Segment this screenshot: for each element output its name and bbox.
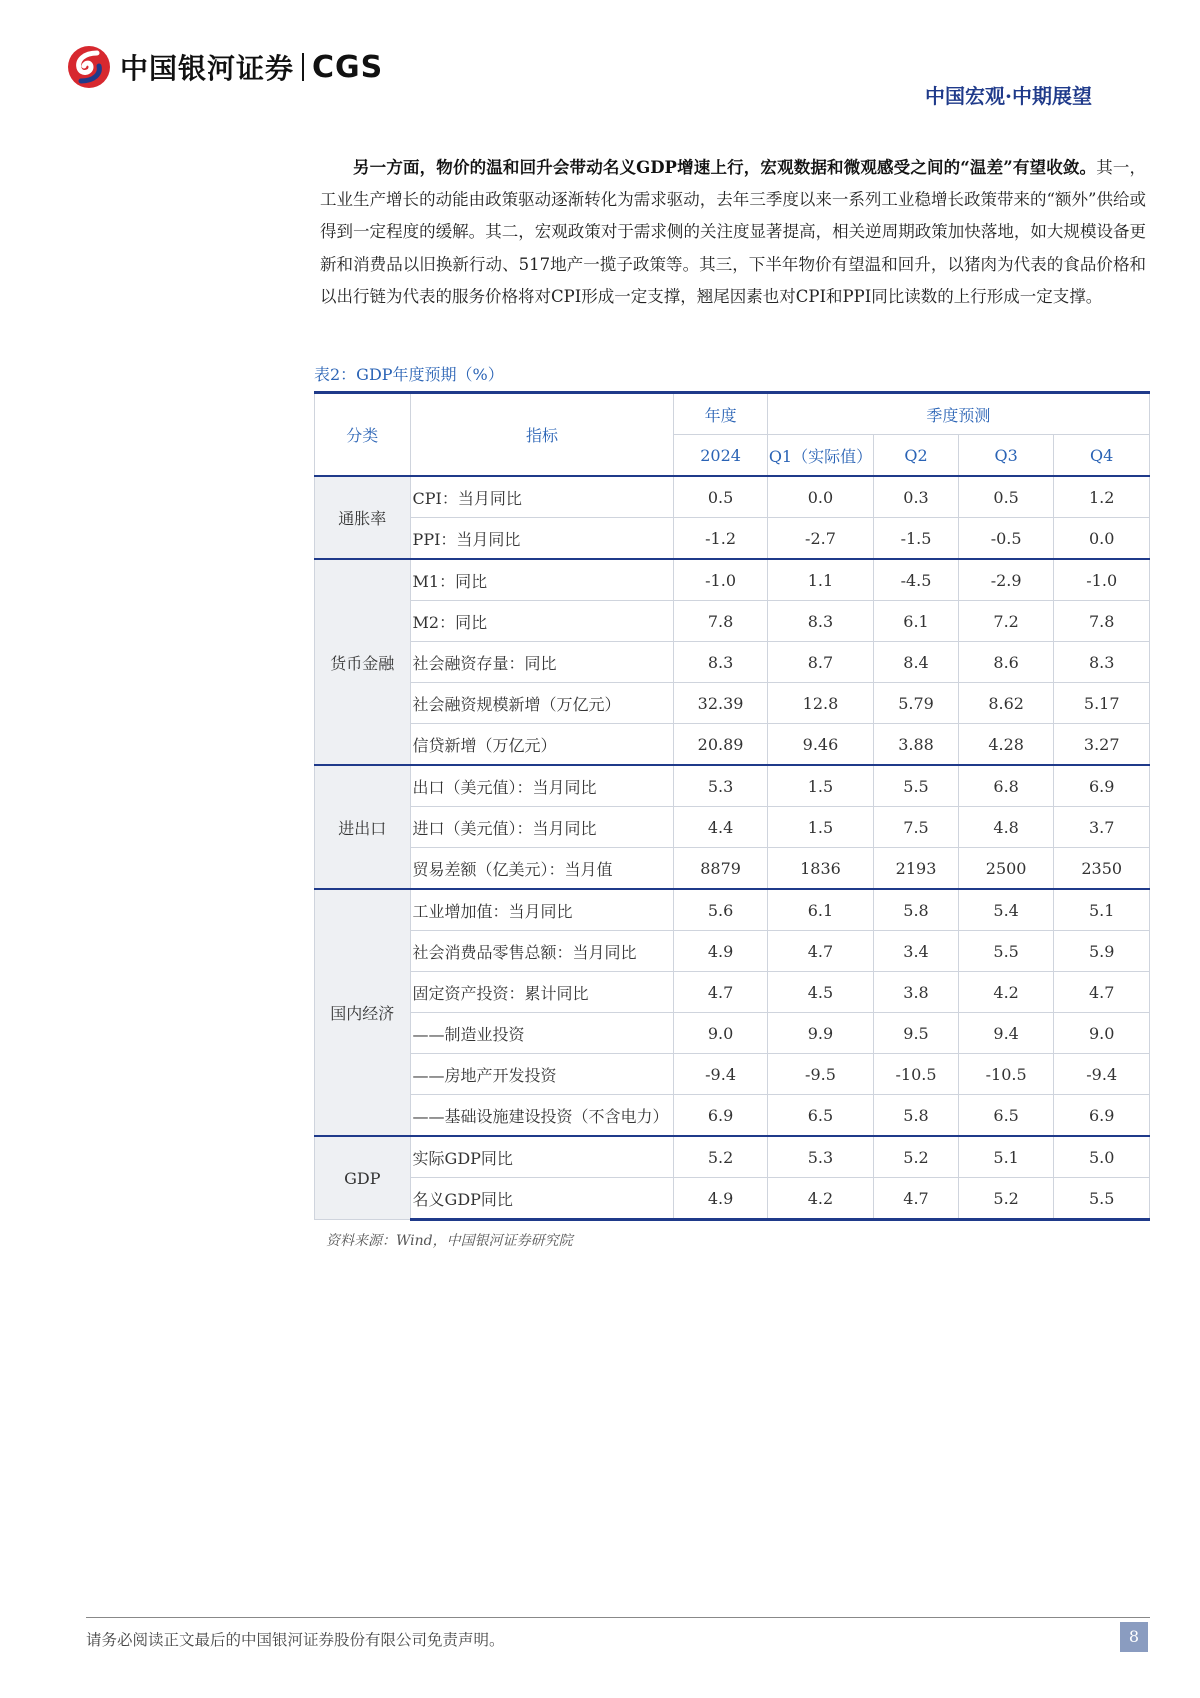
table-body [315,476,1150,1220]
footer-disclaimer: 请务必阅读正文最后的中国银河证券股份有限公司免责声明。 [86,1631,505,1649]
table-source: 资料来源：Wind，中国银河证券研究院 [326,1233,573,1249]
value-cell: 4.9 [674,1178,767,1220]
value-cell: 8.6 [958,642,1054,683]
metric-cell: 信贷新增（万亿元） [410,724,674,766]
value-cell: -2.9 [958,559,1054,601]
table-row [315,1136,1150,1178]
value-cell: -1.0 [674,559,767,601]
value-cell: 5.79 [874,683,959,724]
value-cell: 4.7 [1054,972,1150,1013]
value-cell: 4.8 [958,807,1054,848]
category-cell: 通胀率 [315,476,411,559]
table-row [315,683,1150,724]
value-cell: 8.4 [874,642,959,683]
table-row [315,931,1150,972]
value-cell: 6.9 [674,1095,767,1137]
value-cell: 6.9 [1054,765,1150,807]
logo-chinese-name: 中国银河证券 [120,52,295,85]
value-cell: 1.2 [1054,476,1150,518]
value-cell: 5.1 [958,1136,1054,1178]
category-cell: 进出口 [315,765,411,889]
value-cell: 5.3 [767,1136,873,1178]
value-cell: 5.2 [874,1136,959,1178]
value-cell: 9.4 [958,1013,1054,1054]
header-q4: Q4 [1054,435,1150,477]
table-row [315,848,1150,890]
value-cell: -1.2 [674,518,767,560]
value-cell: 7.2 [958,601,1054,642]
table-title: 表2：GDP年度预期（%） [314,365,504,384]
value-cell: 5.5 [1054,1178,1150,1220]
table-row [315,765,1150,807]
value-cell: 2193 [874,848,959,890]
metric-cell: ——制造业投资 [410,1013,674,1054]
value-cell: 7.5 [874,807,959,848]
table-row [315,889,1150,931]
value-cell: 5.9 [1054,931,1150,972]
table-row [315,518,1150,560]
value-cell: 6.5 [958,1095,1054,1137]
value-cell: 4.7 [674,972,767,1013]
table-row [315,1054,1150,1095]
metric-cell: 社会融资存量：同比 [410,642,674,683]
value-cell: 7.8 [1054,601,1150,642]
bold-lead: 另一方面，物价的温和回升会带动名义GDP增速上行，宏观数据和微观感受之间的“温差”有望收敛。 [353,158,1097,177]
value-cell: 6.1 [874,601,959,642]
value-cell: 6.9 [1054,1095,1150,1137]
metric-cell: 名义GDP同比 [410,1178,674,1220]
value-cell: 6.5 [767,1095,873,1137]
category-cell: GDP [315,1136,411,1220]
metric-cell: 工业增加值：当月同比 [410,889,674,931]
value-cell: 1.5 [767,765,873,807]
table-row [315,1013,1150,1054]
value-cell: 3.8 [874,972,959,1013]
metric-cell: 社会消费品零售总额：当月同比 [410,931,674,972]
table-row [315,807,1150,848]
value-cell: 9.9 [767,1013,873,1054]
value-cell: 0.5 [674,476,767,518]
value-cell: 5.2 [958,1178,1054,1220]
value-cell: 4.28 [958,724,1054,766]
value-cell: 2350 [1054,848,1150,890]
value-cell: 2500 [958,848,1054,890]
value-cell: 5.0 [1054,1136,1150,1178]
value-cell: 5.6 [674,889,767,931]
footer-divider [86,1617,1150,1618]
metric-cell: 贸易差额（亿美元）：当月值 [410,848,674,890]
metric-cell: 社会融资规模新增（万亿元） [410,683,674,724]
metric-cell: M2：同比 [410,601,674,642]
metric-cell: 实际GDP同比 [410,1136,674,1178]
table-row [315,559,1150,601]
value-cell: 8.3 [767,601,873,642]
brand-logo [66,42,383,92]
table-row [315,642,1150,683]
value-cell: 4.9 [674,931,767,972]
metric-cell: ——基础设施建设投资（不含电力） [410,1095,674,1137]
metric-cell: M1：同比 [410,559,674,601]
value-cell: 8.3 [674,642,767,683]
value-cell: 5.5 [874,765,959,807]
value-cell: 0.0 [1054,518,1150,560]
value-cell: -9.5 [767,1054,873,1095]
cgs-logo-icon [66,44,112,90]
table-row [315,601,1150,642]
gdp-forecast-table [314,391,1150,1221]
value-cell: 6.8 [958,765,1054,807]
value-cell: -2.7 [767,518,873,560]
value-cell: -9.4 [674,1054,767,1095]
value-cell: 1.5 [767,807,873,848]
header-q3: Q3 [958,435,1054,477]
page-number: 8 [1120,1622,1148,1652]
header-quarterly: 季度预测 [767,393,1149,435]
value-cell: 9.0 [674,1013,767,1054]
metric-cell: 出口（美元值）：当月同比 [410,765,674,807]
table-row [315,724,1150,766]
value-cell: 12.8 [767,683,873,724]
value-cell: 5.8 [874,889,959,931]
value-cell: -0.5 [958,518,1054,560]
category-cell: 国内经济 [315,889,411,1136]
logo-divider [302,53,304,81]
table-row [315,1178,1150,1220]
value-cell: -10.5 [958,1054,1054,1095]
value-cell: 6.1 [767,889,873,931]
value-cell: 5.4 [958,889,1054,931]
body-paragraph [320,152,1146,313]
value-cell: 3.88 [874,724,959,766]
logo-english-name: CGS [312,49,384,85]
metric-cell: 固定资产投资：累计同比 [410,972,674,1013]
table-row [315,1095,1150,1137]
value-cell: 8.62 [958,683,1054,724]
value-cell: 0.3 [874,476,959,518]
value-cell: 5.8 [874,1095,959,1137]
value-cell: 3.4 [874,931,959,972]
value-cell: -1.5 [874,518,959,560]
value-cell: 5.1 [1054,889,1150,931]
header-metric: 指标 [410,393,674,477]
value-cell: 32.39 [674,683,767,724]
value-cell: 4.7 [767,931,873,972]
header-category: 分类 [315,393,411,477]
value-cell: 4.2 [958,972,1054,1013]
report-tag: 中国宏观·中期展望 [925,84,1092,108]
header-annual: 年度 [674,393,767,435]
value-cell: 5.17 [1054,683,1150,724]
paragraph-text: 其一，工业生产增长的动能由政策驱动逐渐转化为需求驱动，去年三季度以来一系列工业稳增长政策带来的“额外”供给或得到一定程度的缓解。其二，宏观政策对于需求侧的关注度显著提高，相关逆周期政策加快落地，如大规模设备更新和消费品以旧换新行动、517地产一揽子政策等。其三，下半年物价有望温和回升，以猪肉为代表的食品价格和以出行链为代表的服务价格将对CPI形成一定支撑，翘尾因素也对CPI和PPI同比读数的上行形成一定支撑。 [320,158,1147,306]
value-cell: 1.1 [767,559,873,601]
value-cell: 4.4 [674,807,767,848]
value-cell: 0.5 [958,476,1054,518]
value-cell: -4.5 [874,559,959,601]
value-cell: 4.2 [767,1178,873,1220]
header-q2: Q2 [874,435,959,477]
value-cell: 8.7 [767,642,873,683]
metric-cell: ——房地产开发投资 [410,1054,674,1095]
value-cell: 0.0 [767,476,873,518]
value-cell: -1.0 [1054,559,1150,601]
value-cell: 5.2 [674,1136,767,1178]
header-year: 2024 [674,435,767,477]
metric-cell: PPI：当月同比 [410,518,674,560]
value-cell: 5.5 [958,931,1054,972]
value-cell: 5.3 [674,765,767,807]
value-cell: 8.3 [1054,642,1150,683]
metric-cell: CPI：当月同比 [410,476,674,518]
table-row [315,972,1150,1013]
value-cell: -9.4 [1054,1054,1150,1095]
value-cell: 1836 [767,848,873,890]
value-cell: 8879 [674,848,767,890]
value-cell: 9.5 [874,1013,959,1054]
category-cell: 货币金融 [315,559,411,765]
value-cell: 9.0 [1054,1013,1150,1054]
value-cell: 4.5 [767,972,873,1013]
value-cell: -10.5 [874,1054,959,1095]
metric-cell: 进口（美元值）：当月同比 [410,807,674,848]
value-cell: 3.7 [1054,807,1150,848]
header-q1: Q1（实际值） [767,435,873,477]
value-cell: 4.7 [874,1178,959,1220]
value-cell: 3.27 [1054,724,1150,766]
value-cell: 9.46 [767,724,873,766]
table-row [315,476,1150,518]
value-cell: 20.89 [674,724,767,766]
value-cell: 7.8 [674,601,767,642]
